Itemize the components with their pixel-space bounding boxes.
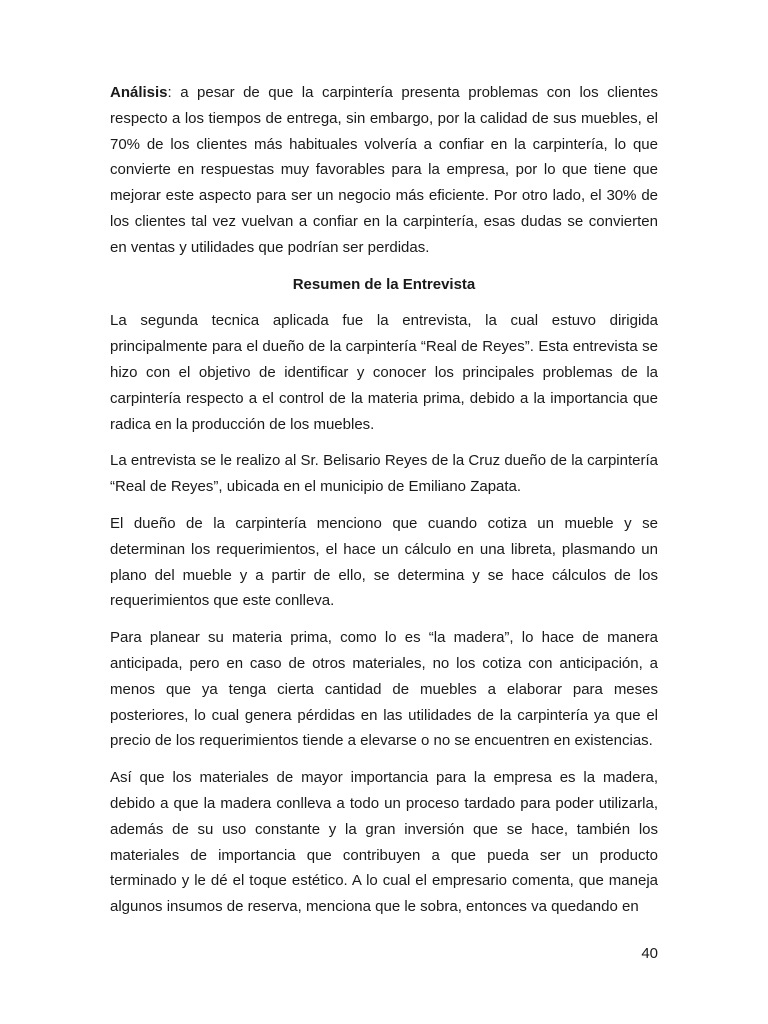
analysis-paragraph xyxy=(110,80,658,261)
paragraph-interview-intro: La segunda tecnica aplicada fue la entrevista, la cual estuvo dirigida principalmente para el dueño de la carpintería “Real de Reyes”. Esta entrevista se hizo con el objetivo de identificar y conocer los principales problemas de la carpintería respecto a el control de la materia prima, debido a la importancia que radica en la producción de los muebles. xyxy=(110,312,658,433)
paragraph-interviewee: La entrevista se le realizo al Sr. Belisario Reyes de la Cruz dueño de la carpintería “Real de Reyes”, ubicada en el municipio de Emiliano Zapata. xyxy=(110,452,658,496)
paragraph-important-materials: Así que los materiales de mayor importancia para la empresa es la madera, debido a que la madera conlleva a todo un proceso tardado para poder utilizarla, además de su uso constante y la gran inversión que se hace, también los materiales de importancia que contribuyen a que pueda ser un producto terminado y le dé el toque estético. A lo cual el empresario comenta, que maneja algunos insumos de reserva, menciona que le sobra, entonces va quedando en xyxy=(110,769,658,916)
analysis-label: Análisis xyxy=(110,84,168,101)
section-heading: Resumen de la Entrevista xyxy=(292,275,476,293)
paragraph-material-planning: Para planear su materia prima, como lo es “la madera”, lo hace de manera anticipada, pero en caso de otros materiales, no los cotiza con anticipación, a menos que ya tenga cierta cantidad de muebles a elaborar para meses posteriores, lo cual genera pérdidas en las utilidades de la carpintería ya que el precio de los requerimientos tiende a elevarse o no se encuentren en existencias. xyxy=(110,629,658,750)
document-page xyxy=(110,80,658,931)
analysis-text: : a pesar de que la carpintería presenta problemas con los clientes respecto a los tiempos de entrega, sin embargo, por la calidad de sus muebles, el 70% de los clientes más habituales volvería a confiar en la carpintería, lo que convierte en respuestas muy favorables para la empresa, por lo que tiene que mejorar este aspecto para ser un negocio más eficiente. Por otro lado, el 30% de los clientes tal vez vuelvan a confiar en la carpintería, esas dudas se convierten en ventas y utilidades que podrían ser perdidas. xyxy=(110,84,658,256)
page-number: 40 xyxy=(641,945,658,962)
paragraph-quoting-process: El dueño de la carpintería menciono que cuando cotiza un mueble y se determinan los requerimientos, el hace un cálculo en una libreta, plasmando un plano del mueble y a partir de ello, se determina y se hace cálculos de los requerimientos que este conlleva. xyxy=(110,514,658,610)
